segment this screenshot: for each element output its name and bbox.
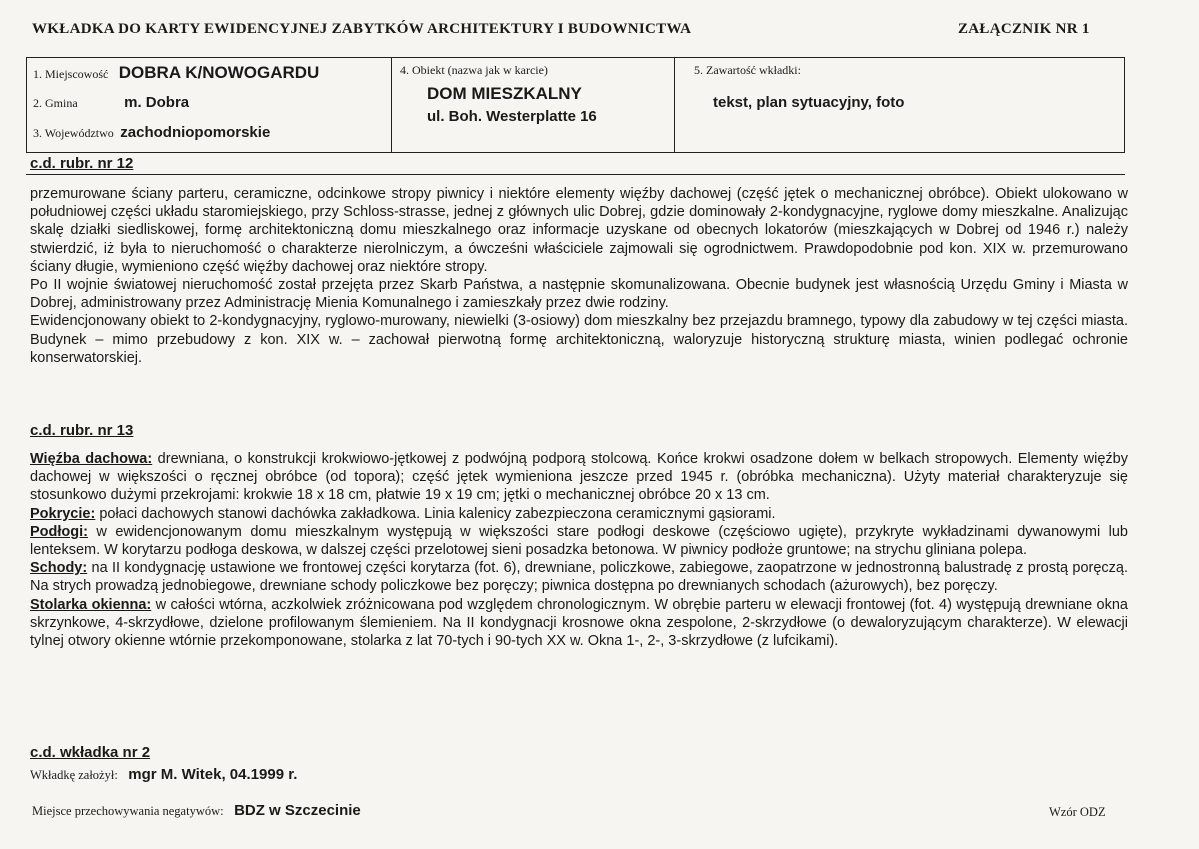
locality-label: 1. Miejscowość bbox=[33, 67, 109, 81]
windows-text: w całości wtórna, aczkolwiek zróżnicowana pod względem chronologicznym. W obrębie parteru w elewacji frontowej (fot. 4) występują drewniane okna skrzynkowe, 4-skrzydłowe, dzielone profilowanym ślemieniem. Na II kondygnacji krosnowe okna zespolone, 2-skrzydłowe (o dewaloryzującym charakterze). W elewacji tylnej otwory okienne wtórnie przekomponowane, stolarka z lat 70-tych i 90-tych XX w. Okna 1-, 2-, 3-skrzydłowe (z lufcikami). bbox=[30, 596, 1128, 650]
windows-label: Stolarka okienna: bbox=[30, 596, 152, 613]
section-heading-insert: c.d. wkładka nr 2 bbox=[30, 744, 151, 761]
section-heading-rubr12: c.d. rubr. nr 12 bbox=[30, 155, 134, 172]
roofing-paragraph bbox=[30, 505, 1128, 523]
commune-value: m. Dobra bbox=[124, 94, 190, 111]
author-value: mgr M. Witek, 04.1999 r. bbox=[128, 766, 298, 783]
negatives-label: Miejsce przechowywania negatywów: bbox=[32, 804, 224, 818]
windows-paragraph bbox=[30, 596, 1128, 651]
rubr12-paragraph: przemurowane ściany parteru, ceramiczne, odcinkowe stropy piwnicy i niektóre elementy więźby dachowej (część jętek o mechanicznej obróbce). Obiekt ulokowano w południowej części układu staromiejskiego, przy Schloss-strasse, jednej z głównych ulic Dobrej, gdzie dominowały 2-kondygnacyjne, ryglowe domy mieszkalne. Analizując skalę działki siedliskowej, formę architektoniczną domu mieszkalnego oraz informacje uzyskane od obecnych lokatorów (mieszkających w Dobrej od 1946 r.) należy stwierdzić, iż była to nieruchomość o charakterze nierolniczym, a ówcześni właściciele zajmowali się ogrodnictwem. Prawdopodobnie pod kon. XIX w. przemurowano ściany długie, wymieniono część więźby dachowej oraz niektóre stropy. bbox=[30, 186, 1128, 275]
contents-value: tekst, plan sytuacyjny, foto bbox=[713, 94, 905, 111]
contents-label: 5. Zawartość wkładki: bbox=[694, 63, 801, 77]
commune-row bbox=[33, 94, 189, 112]
rubr13-body bbox=[30, 450, 1128, 650]
info-box bbox=[26, 57, 1125, 153]
stairs-label: Schody: bbox=[30, 560, 88, 577]
rubr12-paragraph: Ewidencjonowany obiekt to 2-kondygnacyjny, ryglowo-murowany, niewielki (3-osiowy) dom mieszkalny bez przejazdu bramnego, typowy dla zabudowy w tej części miasta. Budynek – mimo przebudowy z kon. XIX w. – zachował pierwotną formę architektoniczną, waloryzuje historyczną strukturę miasta, winien podlegać ochronie konserwatorskiej. bbox=[30, 313, 1128, 366]
author-label: Wkładkę założył: bbox=[30, 768, 118, 782]
section-divider bbox=[26, 174, 1125, 175]
province-row bbox=[33, 124, 270, 142]
roof-frame-text: drewniana, o konstrukcji krokwiowo-jętkowej z podwójną podporą stolcową. Końce krokwi osadzone dołem w belkach stropowych. Elementy więźby dachowej w większości o ręcznej obróbce (od topora); część jętek wymieniona jeszcze przed 1945 r. (obróbka mechaniczna). Użyty materiał charakteryzuje się stosunkowo dużymi przekrojami: krokwie 18 x 18 cm, płatwie 19 x 19 cm; jętki o mechanicznej obróbce 20 x 13 cm. bbox=[30, 451, 1128, 504]
roofing-label: Pokrycie: bbox=[30, 505, 96, 522]
commune-label: 2. Gmina bbox=[33, 96, 78, 110]
locality-row bbox=[33, 63, 319, 83]
info-divider-1 bbox=[391, 58, 392, 152]
object-address: ul. Boh. Westerplatte 16 bbox=[427, 108, 597, 125]
document-title: WKŁADKA DO KARTY EWIDENCYJNEJ ZABYTKÓW ARCHITEKTURY I BUDOWNICTWA bbox=[32, 21, 692, 37]
floors-paragraph bbox=[30, 523, 1128, 559]
negatives-value: BDZ w Szczecinie bbox=[234, 802, 361, 819]
rubr12-body bbox=[30, 185, 1128, 367]
stairs-text: na II kondygnację ustawione we frontowej części korytarza (fot. 6), drewniane, policzkowe, zabiegowe, zaopatrzone w jednostronną balustradę z prostą poręczą. Na strych prowadzą jednobiegowe, drewniane schody policzkowe bez poręczy; piwnica dostępna po drewnianych schodach (ażurowych), bez poręczy. bbox=[30, 560, 1128, 595]
rubr12-paragraph: Po II wojnie światowej nieruchomość został przejęta przez Skarb Państwa, a następnie skomunalizowana. Obecnie budynek jest własnością Urzędu Gminy i Miasta w Dobrej, administrowany przez Administrację Mienia Komunalnego i zamieszkały przez dwie rodziny. bbox=[30, 277, 1128, 312]
object-name: DOM MIESZKALNY bbox=[427, 84, 582, 103]
negatives-row bbox=[32, 802, 361, 820]
province-label: 3. Województwo bbox=[33, 126, 114, 140]
roof-frame-label: Więźba dachowa: bbox=[30, 451, 153, 467]
roofing-text: połaci dachowych stanowi dachówka zakładkowa. Linia kalenicy zabezpieczona ceramicznymi gąsiorami. bbox=[95, 505, 776, 522]
form-code: Wzór ODZ bbox=[1049, 805, 1106, 819]
province-value: zachodniopomorskie bbox=[120, 124, 271, 141]
roof-frame-paragraph bbox=[30, 450, 1128, 505]
object-label: 4. Obiekt (nazwa jak w karcie) bbox=[400, 63, 548, 77]
annex-number: ZAŁĄCZNIK NR 1 bbox=[958, 21, 1090, 37]
author-row bbox=[30, 766, 297, 784]
info-divider-2 bbox=[674, 58, 675, 152]
locality-value: DOBRA K/NOWOGARDU bbox=[118, 63, 320, 82]
floors-label: Podłogi: bbox=[30, 523, 88, 540]
floors-text: w ewidencjonowanym domu mieszkalnym występują w większości stare podłogi deskowe (częściowo ugięte), przykryte wykładzinami dywanowymi lub lenteksem. W korytarzu podłoga deskowa, w dalszej części przelotowej sieni posadzka betonowa. W piwnicy podłoże gruntowe; na strychu gliniana polepa. bbox=[30, 523, 1128, 559]
stairs-paragraph bbox=[30, 559, 1128, 595]
section-heading-rubr13: c.d. rubr. nr 13 bbox=[30, 422, 134, 439]
